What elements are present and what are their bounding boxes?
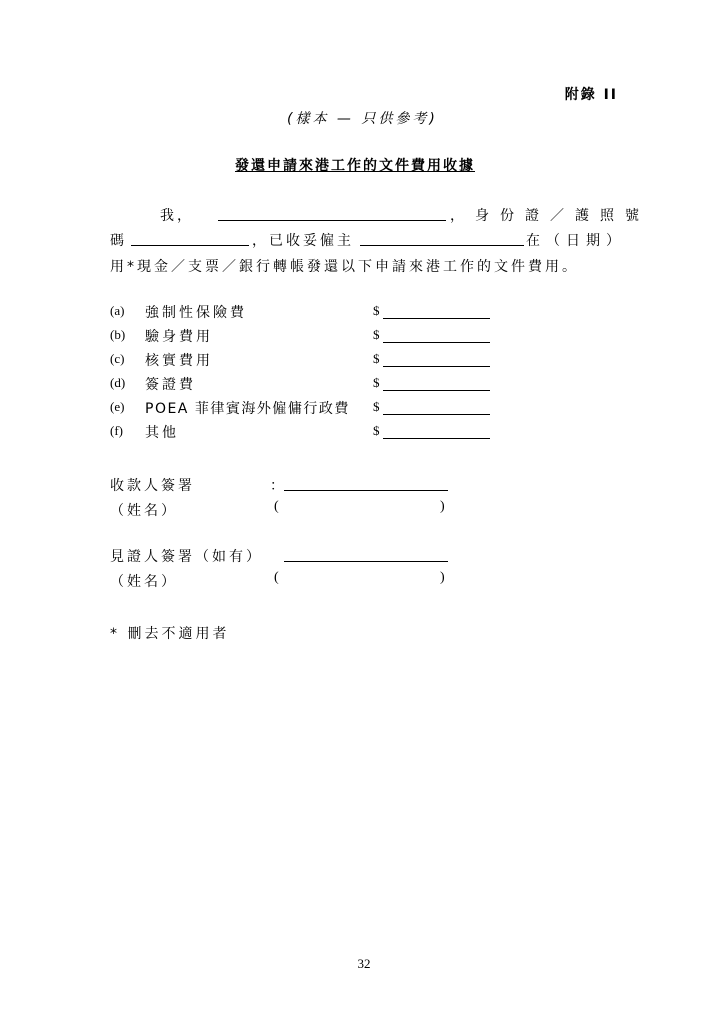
currency-sign: $ <box>373 303 380 318</box>
fee-row-b <box>110 326 510 350</box>
body-line2-mid: ，已收妥僱主 <box>252 233 354 249</box>
payee-name-label: （姓名） <box>110 503 178 519</box>
fee-item: 簽證費 <box>145 377 196 393</box>
amount-line <box>383 350 490 367</box>
body-line1-end: ，身份證／護照號 <box>450 208 650 224</box>
body-line2-end: 在（日期） <box>526 233 626 249</box>
fee-row-f <box>110 422 510 446</box>
witness-signature-line <box>284 545 448 562</box>
currency-sign: $ <box>373 351 380 366</box>
fee-item: 強制性保險費 <box>145 305 247 321</box>
witness-name-label: （姓名） <box>110 574 178 590</box>
payee-signature-label: 收款人簽署 <box>110 478 195 494</box>
amount-line <box>383 374 490 391</box>
fee-row-e <box>110 398 510 422</box>
footnote: * 刪去不適用者 <box>110 626 230 642</box>
fee-label: (f) <box>110 423 123 438</box>
page-number: 32 <box>357 956 371 971</box>
amount-line <box>383 326 490 343</box>
currency-sign: $ <box>373 375 380 390</box>
close-paren: ) <box>440 570 445 585</box>
body-line1-start: 我， <box>160 208 194 224</box>
fee-item: 其他 <box>145 425 179 441</box>
fee-row-c <box>110 350 510 374</box>
open-paren: ( <box>274 570 279 585</box>
annex-label: 附錄 II <box>564 87 618 103</box>
fee-item: POEA 菲律賓海外僱傭行政費 <box>145 401 350 417</box>
open-paren: ( <box>274 499 279 514</box>
fee-item: 核實費用 <box>145 353 213 369</box>
sample-note: (樣本 — 只供參考) <box>287 111 438 127</box>
fee-label: (b) <box>110 327 126 342</box>
employer-line <box>360 229 524 246</box>
witness-signature-label: 見證人簽署（如有） <box>110 549 263 565</box>
fee-list <box>110 302 510 446</box>
amount-line <box>383 398 490 415</box>
currency-sign: $ <box>373 327 380 342</box>
currency-sign: $ <box>373 399 380 414</box>
fee-label: (c) <box>110 351 125 366</box>
fee-label: (e) <box>110 399 125 414</box>
close-paren: ) <box>440 499 445 514</box>
fee-label: (d) <box>110 375 126 390</box>
amount-line <box>383 422 490 439</box>
id-number-line <box>131 229 249 246</box>
page-title: 發還申請來港工作的文件費用收據 <box>235 158 475 174</box>
fee-item: 驗身費用 <box>145 329 213 345</box>
recipient-name-line <box>218 204 446 221</box>
amount-line <box>383 302 490 319</box>
fee-row-d <box>110 374 510 398</box>
body-line3: 用*現金／支票／銀行轉帳發還以下申請來港工作的文件費用。 <box>110 259 579 275</box>
body-line2-start: 碼 <box>110 233 127 249</box>
payee-signature-line <box>284 474 448 491</box>
currency-sign: $ <box>373 423 380 438</box>
fee-row-a <box>110 302 510 326</box>
colon: ： <box>270 478 287 494</box>
fee-label: (a) <box>110 303 125 318</box>
